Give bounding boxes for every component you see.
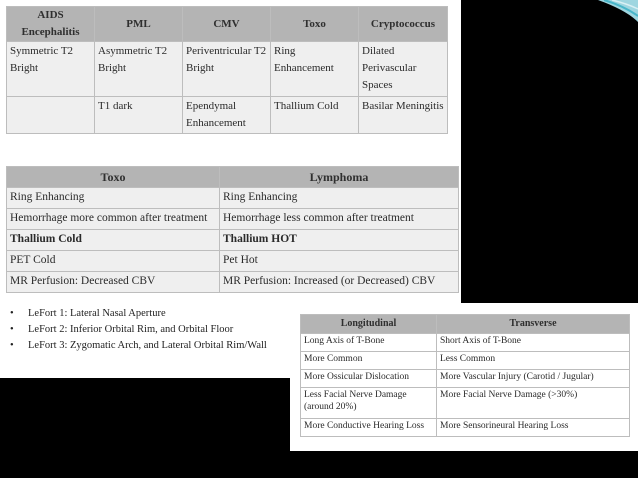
- table-cell: MR Perfusion: Increased (or Decreased) CBV: [220, 272, 459, 293]
- table-row: [7, 230, 459, 251]
- table-cell: Ring Enhancement: [271, 42, 359, 97]
- table-row: [7, 188, 459, 209]
- table-cell: [7, 97, 95, 134]
- table-cell: More Sensorineural Hearing Loss: [437, 419, 630, 437]
- table-cell: PET Cold: [7, 251, 220, 272]
- table-cell: Thallium HOT: [220, 230, 459, 251]
- table-cell: Dilated Perivascular Spaces: [359, 42, 448, 97]
- table-row: [301, 370, 630, 388]
- table-cell: More Conductive Hearing Loss: [301, 419, 437, 437]
- table-cell: Hemorrhage less common after treatment: [220, 209, 459, 230]
- table-cell: Thallium Cold: [271, 97, 359, 134]
- table-cell: Less Common: [437, 352, 630, 370]
- table-header-row: [7, 167, 459, 188]
- header-transverse: Transverse: [437, 315, 630, 334]
- table-cell: T1 dark: [95, 97, 183, 134]
- table-cell: Hemorrhage more common after treatment: [7, 209, 220, 230]
- lefort-fracture-list: [10, 306, 267, 354]
- header-toxo: Toxo: [271, 7, 359, 42]
- bullet-icon: •: [10, 340, 14, 351]
- table-cell: Pet Hot: [220, 251, 459, 272]
- table-row: [7, 209, 459, 230]
- table-cell: Basilar Meningitis: [359, 97, 448, 134]
- table-row: [7, 97, 448, 134]
- table-cell: More Vascular Injury (Carotid / Jugular): [437, 370, 630, 388]
- header-lymphoma: Lymphoma: [220, 167, 459, 188]
- table-row: [301, 388, 630, 419]
- table-cell: Symmetric T2 Bright: [7, 42, 95, 97]
- bullet-icon: •: [10, 324, 14, 335]
- table-cell: Ring Enhancing: [220, 188, 459, 209]
- corner-swoosh-decoration: [598, 0, 638, 22]
- table-cell: Short Axis of T-Bone: [437, 334, 630, 352]
- table-row: [301, 419, 630, 437]
- list-item-text: LeFort 3: Zygomatic Arch, and Lateral Orbital Rim/Wall: [28, 340, 267, 351]
- table-cell: Long Axis of T-Bone: [301, 334, 437, 352]
- table-cell: More Common: [301, 352, 437, 370]
- table-cell: Thallium Cold: [7, 230, 220, 251]
- table-cell: Asymmetric T2 Bright: [95, 42, 183, 97]
- table-header-row: [301, 315, 630, 334]
- header-toxo: Toxo: [7, 167, 220, 188]
- table-cell: Periventricular T2 Bright: [183, 42, 271, 97]
- header-longitudinal: Longitudinal: [301, 315, 437, 334]
- table-cell: Less Facial Nerve Damage (around 20%): [301, 388, 437, 419]
- list-item: [10, 322, 267, 338]
- table-row: [301, 352, 630, 370]
- table-cell: Ependymal Enhancement: [183, 97, 271, 134]
- header-cryptococcus: Cryptococcus: [359, 7, 448, 42]
- list-item-text: LeFort 2: Inferior Orbital Rim, and Orbital Floor: [28, 324, 234, 335]
- table-row: [301, 334, 630, 352]
- table-cell: More Ossicular Dislocation: [301, 370, 437, 388]
- list-item-text: LeFort 1: Lateral Nasal Aperture: [28, 308, 166, 319]
- table-row: [7, 272, 459, 293]
- table-cell: More Facial Nerve Damage (>30%): [437, 388, 630, 419]
- header-aids-encephalitis: AIDS Encephalitis: [7, 7, 95, 42]
- table-header-row: [7, 7, 448, 42]
- header-cmv: CMV: [183, 7, 271, 42]
- list-item: [10, 338, 267, 354]
- table-row: [7, 42, 448, 97]
- infection-comparison-table: [6, 6, 448, 134]
- table-cell: MR Perfusion: Decreased CBV: [7, 272, 220, 293]
- table-cell: Ring Enhancing: [7, 188, 220, 209]
- bullet-icon: •: [10, 308, 14, 319]
- header-pml: PML: [95, 7, 183, 42]
- list-item: [10, 306, 267, 322]
- temporal-bone-fracture-table: [300, 314, 630, 437]
- toxo-lymphoma-table: [6, 166, 459, 293]
- table-row: [7, 251, 459, 272]
